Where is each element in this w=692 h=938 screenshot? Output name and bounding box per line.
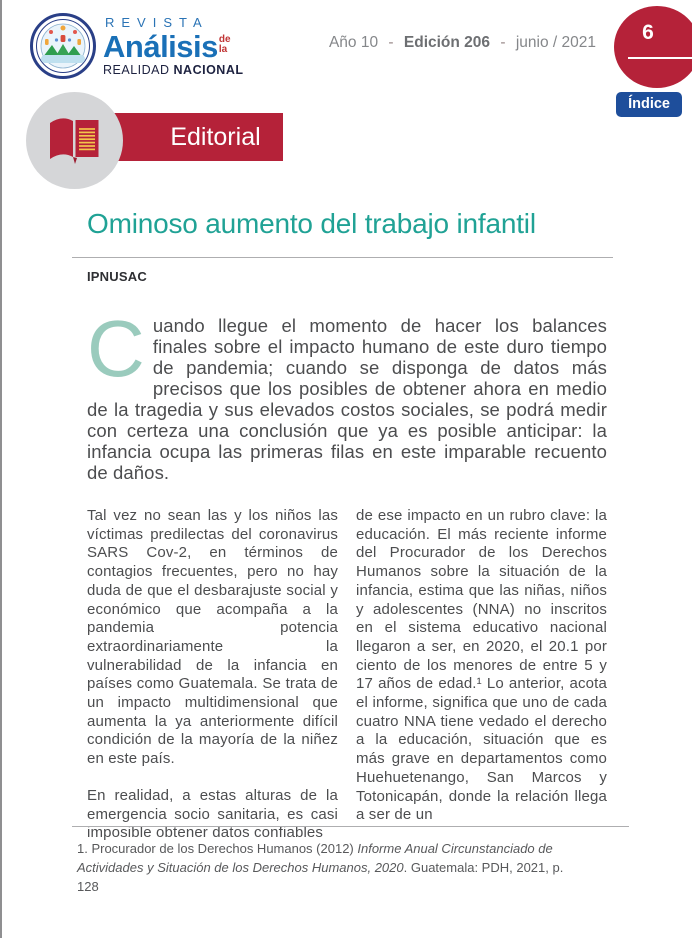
logo-nacional-word: NACIONAL: [173, 62, 244, 77]
page-number-underline: [628, 57, 692, 59]
logo-realidad-word: REALIDAD: [103, 62, 170, 77]
article-title: Ominoso aumento del trabajo infantil: [87, 208, 536, 239]
article: [87, 206, 607, 861]
footnote: [72, 826, 629, 896]
footnote-suffix: . Guatemala: PDH, 2021, p. 128: [77, 860, 564, 894]
article-author: IPNUSAC: [87, 269, 147, 284]
section-label: Editorial: [170, 122, 261, 151]
usac-crest-icon: [30, 13, 96, 79]
journal-logo: [30, 13, 243, 79]
body-paragraph: de ese impacto en un rubro clave: la educación. El más reciente informe del Procurador de los Derechos Humanos sobre la situación de la infancia, estima que las niñas, niños y adolescentes (NNA) no inscritos en el sistema educativo nacional llegaron a ser, en 2020, el 20.1 por ciento de los menores de entre 5 y 17 años de edad.¹ Lo anterior, acota el informe, significa que uno de cada cuatro NNA tiene vedado el derecho a la educación, situación que es más grave en departamentos como Huehuetenango, San Marcos y Totonicapán, donde la relación llega a ser de un: [356, 507, 607, 824]
open-book-icon: [47, 114, 103, 168]
intro-paragraph: [87, 304, 607, 483]
issue-year: Año 10: [328, 34, 379, 51]
issue-date: junio / 2021: [515, 34, 596, 51]
logo-de: de: [218, 33, 231, 45]
logo-analisis-label: Análisis: [103, 28, 218, 64]
body-paragraph: Tal vez no sean las y los niños las víctimas predilectas del coronavirus SARS Cov-2, en términos de contagios frecuentes, pero no hay duda de que el desbarajuste social y económico que acompaña a la pandemia potencia extraordinariamente la vulnerabilidad de la infancia en países como Guatemala. Se trata de un impacto multidimensional que aumenta la ya anteriormente difícil condición de la mayoría de la niñez en este país.: [87, 507, 338, 768]
logo-dela-label: [219, 35, 231, 55]
indice-button[interactable]: Índice: [616, 92, 682, 117]
body-paragraph: En realidad, a estas alturas de la emergencia socio sanitaria, es casi imposible obtener datos confiables: [87, 786, 338, 842]
logo-revista-label: REVISTA: [105, 14, 209, 30]
logo-la: la: [218, 43, 228, 55]
meta-separator: -: [388, 34, 394, 51]
right-column: [356, 507, 607, 861]
drop-cap: C: [87, 304, 145, 393]
footnote-italic-title: Informe Anual Circunstanciado de Actividades y Situación de los Derechos Humanos, 2020: [77, 841, 553, 875]
issue-edition: Edición 206: [403, 34, 491, 51]
footnote-divider: [72, 826, 629, 827]
section-icon-circle: [26, 92, 123, 189]
footnote-text: [77, 839, 577, 896]
journal-logo-text: [103, 16, 243, 77]
two-column-body: [87, 507, 607, 861]
issue-meta: [329, 34, 596, 52]
left-column: [87, 507, 338, 861]
meta-separator: -: [500, 34, 506, 51]
footnote-prefix: 1. Procurador de los Derechos Humanos (2012): [77, 841, 358, 856]
page-number-badge: [614, 6, 692, 88]
title-divider: [72, 257, 613, 258]
section-banner: [102, 113, 283, 161]
logo-realidad-label: [103, 64, 243, 77]
page-number: 6: [642, 21, 654, 44]
intro-text: uando llegue el momento de hacer los balances finales sobre el impacto humano de este duro tiempo de pandemia; cuando se disponga de datos más precisos que los posibles de obtener ahora en medio de la tragedia y sus elevados costos sociales, se podrá medir con certeza una conclusión que ya es posible anticipar: la infancia ocupa las primeras filas en este imparable recuento de daños.: [87, 315, 607, 483]
